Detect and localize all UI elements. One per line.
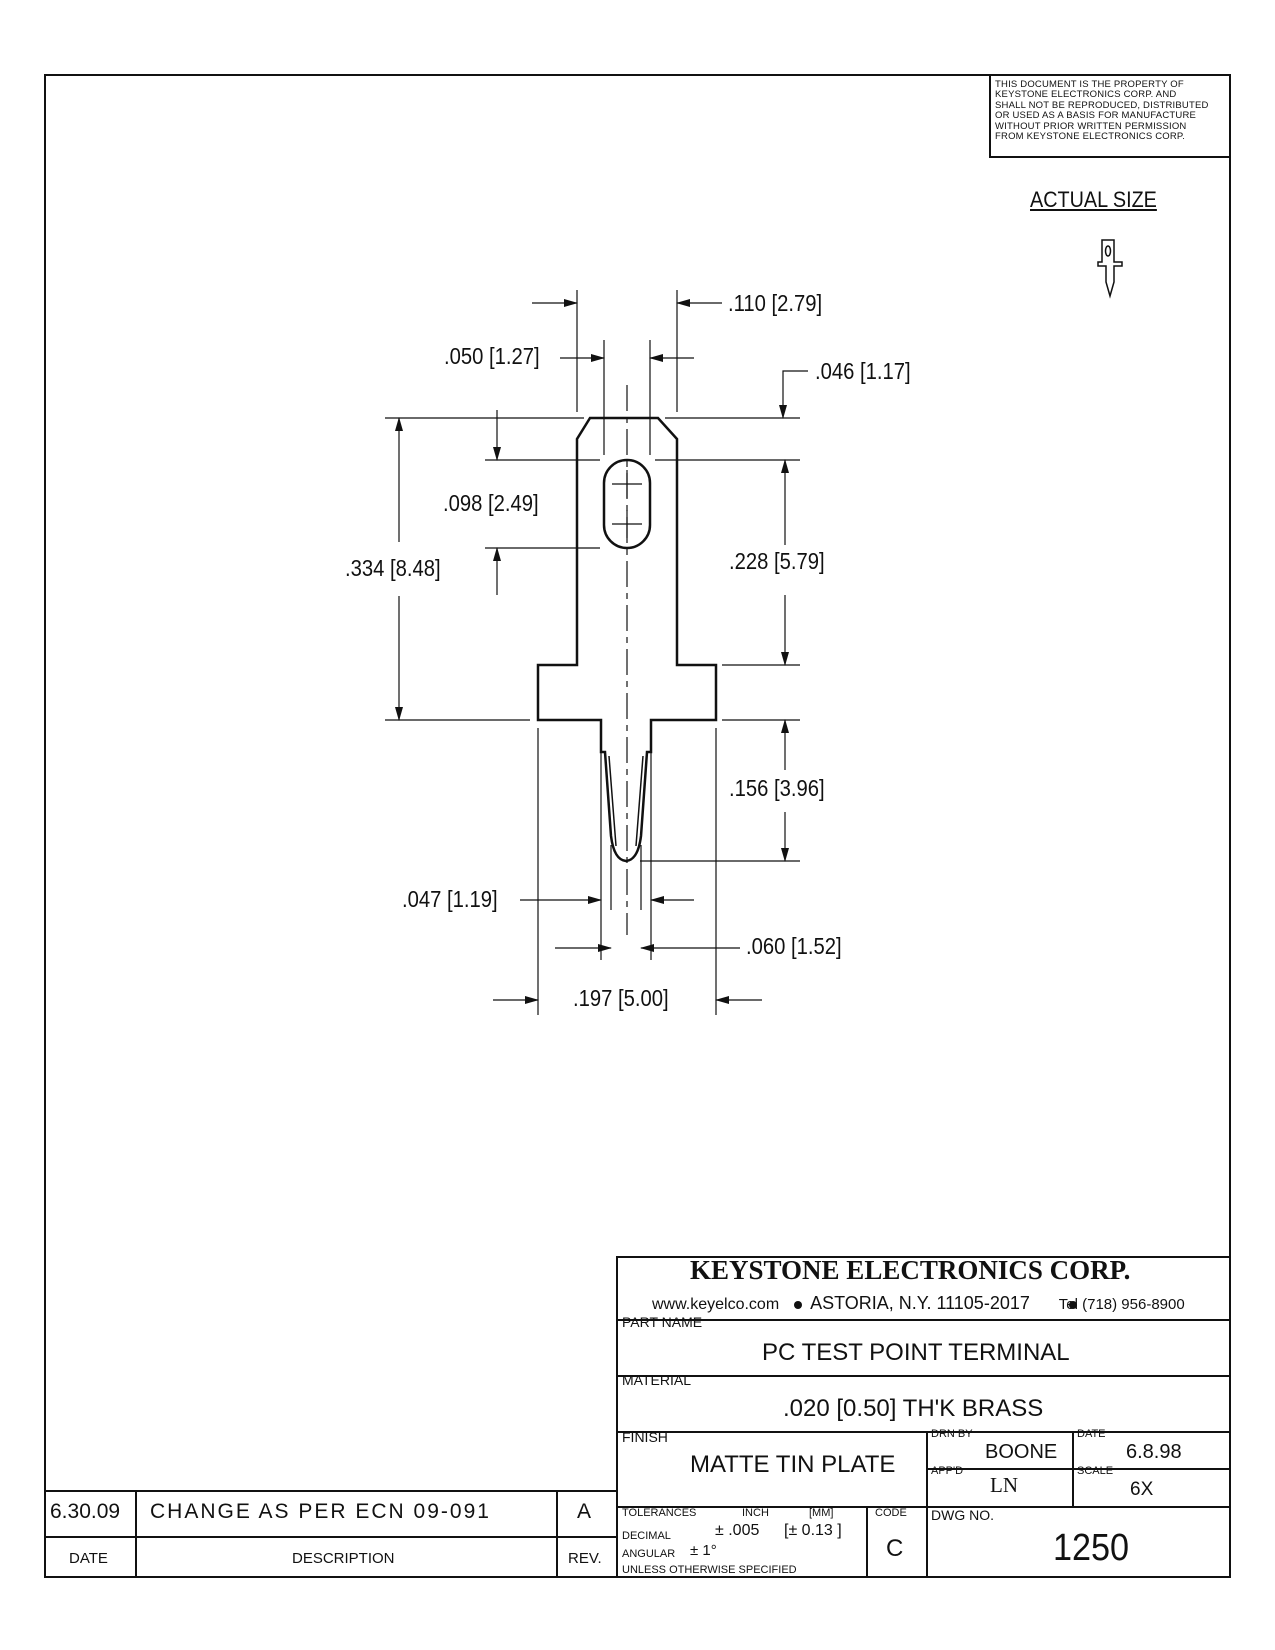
rev-header: REV. — [568, 1550, 602, 1567]
actual-size-label: ACTUAL SIZE — [1030, 187, 1157, 212]
finish-label: FINISH — [622, 1429, 668, 1445]
drn-by-label: DRN BY — [931, 1428, 973, 1440]
unless-label: UNLESS OTHERWISE SPECIFIED — [622, 1564, 797, 1576]
part-name-label: PART NAME — [622, 1314, 703, 1330]
company-name: KEYSTONE ELECTRONICS CORP. — [690, 1255, 1131, 1285]
revision-date: 6.30.09 — [50, 1500, 121, 1523]
property-notice — [995, 80, 1209, 142]
code-value: C — [886, 1535, 904, 1562]
scale-label: SCALE — [1077, 1465, 1114, 1477]
dim-047: .047 [1.19] — [402, 886, 498, 912]
dim-334: .334 [8.48] — [345, 555, 441, 581]
notice-line: SHALL NOT BE REPRODUCED, DISTRIBUTED — [995, 99, 1209, 111]
mm-label: [MM] — [809, 1507, 834, 1519]
part-name: PC TEST POINT TERMINAL — [762, 1339, 1070, 1366]
notice-line: FROM KEYSTONE ELECTRONICS CORP. — [995, 131, 1186, 143]
notice-line: KEYSTONE ELECTRONICS CORP. AND — [995, 89, 1177, 101]
location: ASTORIA, N.Y. 11105-2017 — [810, 1293, 1030, 1313]
angular-value: ± 1° — [690, 1542, 717, 1559]
inch-label: INCH — [742, 1507, 769, 1519]
material-label: MATERIAL — [622, 1372, 691, 1388]
dwg-no-label: DWG NO. — [931, 1507, 994, 1523]
dim-156: .156 [3.96] — [729, 775, 825, 801]
revision-description: CHANGE AS PER ECN 09-091 — [150, 1500, 491, 1523]
notice-line: OR USED AS A BASIS FOR MANUFACTURE — [995, 110, 1197, 122]
appd-value: LN — [990, 1473, 1018, 1497]
description-header: DESCRIPTION — [292, 1550, 395, 1567]
finish-value: MATTE TIN PLATE — [690, 1451, 896, 1478]
dim-098: .098 [2.49] — [443, 490, 539, 516]
dim-046: .046 [1.17] — [815, 358, 911, 384]
material-value: .020 [0.50] TH'K BRASS — [783, 1395, 1044, 1422]
company-address — [652, 1293, 1185, 1314]
notice-line: THIS DOCUMENT IS THE PROPERTY OF — [995, 79, 1184, 90]
date-header: DATE — [69, 1550, 108, 1567]
scale-value: 6X — [1130, 1479, 1154, 1500]
phone: Tel (718) 956-8900 — [1058, 1296, 1185, 1313]
website: www.keyelco.com — [652, 1296, 780, 1313]
decimal-value: ± .005 — [715, 1522, 760, 1539]
drn-by-value: BOONE — [985, 1441, 1058, 1463]
revision-letter: A — [577, 1500, 592, 1523]
tolerances-label: TOLERANCES — [622, 1507, 697, 1519]
dim-228: .228 [5.79] — [729, 548, 825, 574]
decimal-label: DECIMAL — [622, 1530, 671, 1542]
appd-label: APP'D — [931, 1465, 964, 1477]
dim-050: .050 [1.27] — [444, 343, 540, 369]
angular-label: ANGULAR — [622, 1548, 676, 1560]
actual-size-part — [1098, 240, 1122, 296]
notice-line: WITHOUT PRIOR WRITTEN PERMISSION — [995, 120, 1187, 132]
date-value: 6.8.98 — [1126, 1441, 1182, 1463]
dwg-no-value: 1250 — [1053, 1527, 1130, 1569]
code-label: CODE — [875, 1507, 907, 1519]
dim-197: .197 [5.00] — [573, 985, 669, 1011]
dim-060: .060 [1.52] — [746, 933, 842, 959]
dim-110: .110 [2.79] — [728, 290, 823, 316]
date-label: DATE — [1077, 1428, 1106, 1440]
decimal-mm: [± 0.13 ] — [784, 1522, 842, 1539]
